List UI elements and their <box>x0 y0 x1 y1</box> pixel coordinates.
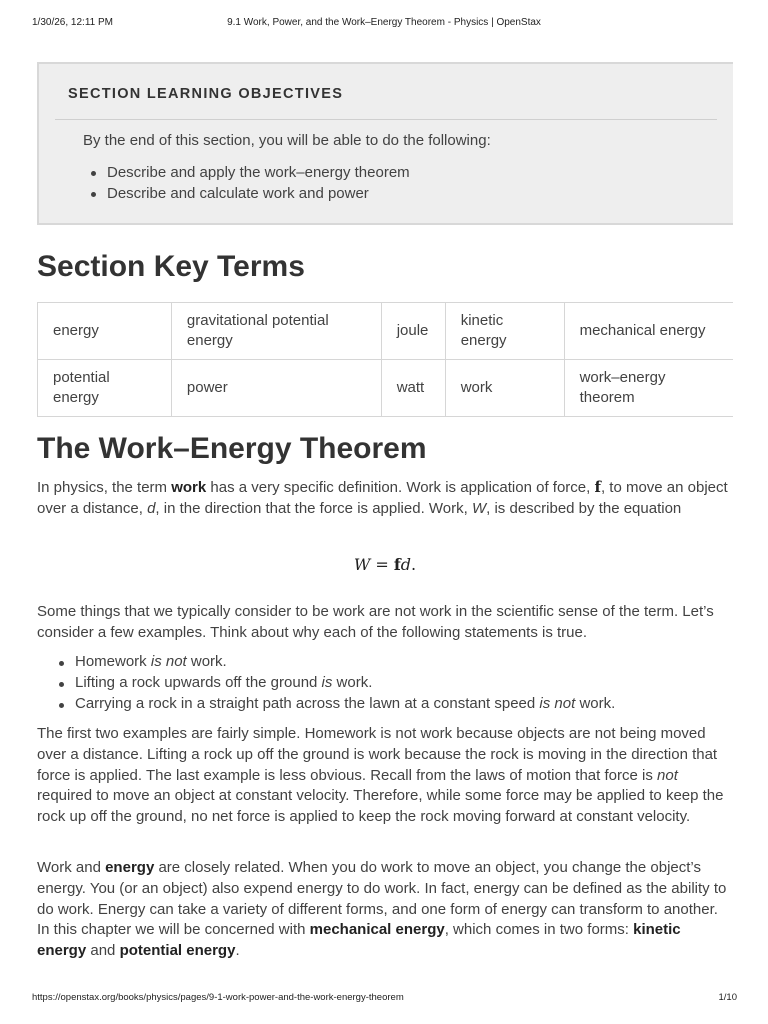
text-run: . <box>235 942 240 960</box>
text-run: and <box>86 942 120 960</box>
table-row <box>38 303 734 360</box>
eq-sign: = <box>370 555 394 574</box>
text-run: , which comes in two forms: <box>444 921 634 939</box>
math-distance-symbol: d <box>147 499 156 517</box>
term-cell: kinetic energy <box>445 303 564 360</box>
list-item <box>75 673 725 694</box>
text-emphasis: is not <box>150 653 187 670</box>
objective-item: Describe and apply the work–energy theorem <box>107 164 410 181</box>
text-run: , to move an object over a distance, <box>37 479 728 517</box>
text-run: Carrying a rock in a straight path across the lawn at a constant speed <box>75 694 540 712</box>
term-cell: watt <box>381 360 445 417</box>
eq-period: . <box>411 555 417 574</box>
term-cell: potential energy <box>38 360 172 417</box>
section-heading: The Work–Energy Theorem <box>37 432 427 465</box>
examples-list <box>75 652 725 714</box>
objectives-heading: SECTION LEARNING OBJECTIVES <box>68 86 344 102</box>
list-item <box>75 694 725 715</box>
text-run: required to move an object at constant velocity. Therefore, while some force may be applied to keep the rock up off the ground, no net force is applied to keep the rock moving forward at constant velocity. <box>37 787 724 826</box>
table-row <box>38 360 734 417</box>
term-kinetic-energy: kinetic energy <box>37 921 681 960</box>
term-cell: energy <box>38 303 172 360</box>
text-run: In physics, the term <box>37 479 172 496</box>
math-work-symbol: W <box>471 499 487 517</box>
print-title: 9.1 Work, Power, and the Work–Energy Theorem - Physics | OpenStax <box>227 17 541 28</box>
eq-lhs: W <box>353 555 371 574</box>
math-force-symbol: f <box>594 478 601 496</box>
paragraph-work-and-energy <box>37 858 733 962</box>
term-cell: joule <box>381 303 445 360</box>
print-footer <box>32 992 737 1006</box>
key-terms-table <box>37 302 733 417</box>
text-run: are closely related. When you do work to move an object, you change the object’s energy. You (or an object) also expend energy to do work. In fact, energy can be defined as the ability to do work. Energy can take a variety of different forms, and one form of energy can transform to another. In this chapter we will be concerned with <box>37 859 727 939</box>
key-terms-heading: Section Key Terms <box>37 250 305 283</box>
print-url: https://openstax.org/books/physics/pages/9-1-work-power-and-the-work-energy-theorem <box>32 992 404 1003</box>
term-potential-energy: potential energy <box>119 942 236 960</box>
paragraph-examples-intro: Some things that we typically consider to be work are not work in the scientific sense of the term. Let’s consider a few examples. Think about why each of the following statements is true. <box>37 603 714 641</box>
print-datetime: 1/30/26, 12:11 PM <box>32 17 113 28</box>
text-run: The first two examples are fairly simple. Homework is not work because objects are not being moved over a distance. Lifting a rock up off the ground is work because the rock is moving in the direction that force is applied. The last example is less obvious. Recall from the laws of motion that force is <box>37 725 718 784</box>
print-header <box>32 17 736 31</box>
text-run: work. <box>575 694 616 712</box>
eq-distance: d <box>400 555 412 574</box>
text-run: has a very specific definition. Work is application of force, <box>206 479 595 496</box>
text-run: Lifting a rock upwards off the ground <box>75 673 322 691</box>
objective-item: Describe and calculate work and power <box>107 183 410 204</box>
term-cell: power <box>171 360 381 417</box>
text-run: , is described by the equation <box>486 499 682 517</box>
text-emphasis: is not <box>539 694 576 712</box>
list-item <box>75 652 725 673</box>
paragraph-examples-explained <box>37 724 733 828</box>
term-mechanical-energy: mechanical energy <box>309 921 445 939</box>
objectives-divider <box>55 119 717 120</box>
term-cell: work <box>445 360 564 417</box>
objectives-list <box>107 162 410 204</box>
term-cell: mechanical energy <box>564 303 733 360</box>
term-cell: work–energy theorem <box>564 360 733 417</box>
eq-force: f <box>393 555 401 574</box>
term-work: work <box>171 479 207 496</box>
text-run: work. <box>332 673 373 691</box>
learning-objectives-box <box>37 62 733 225</box>
text-emphasis: not <box>657 766 678 784</box>
term-energy: energy <box>105 859 155 876</box>
text-run: Homework <box>75 653 151 670</box>
work-equation <box>37 555 733 574</box>
page-content <box>37 62 733 960</box>
text-run: work. <box>186 653 227 670</box>
text-emphasis: is <box>321 673 333 691</box>
objectives-intro: By the end of this section, you will be able to do the following: <box>83 132 491 149</box>
term-cell: gravitational potential energy <box>171 303 381 360</box>
text-run: Work and <box>37 859 106 876</box>
paragraph-work-definition <box>37 477 733 520</box>
print-page-number: 1/10 <box>718 992 737 1003</box>
text-run: , in the direction that the force is applied. Work, <box>155 499 472 517</box>
